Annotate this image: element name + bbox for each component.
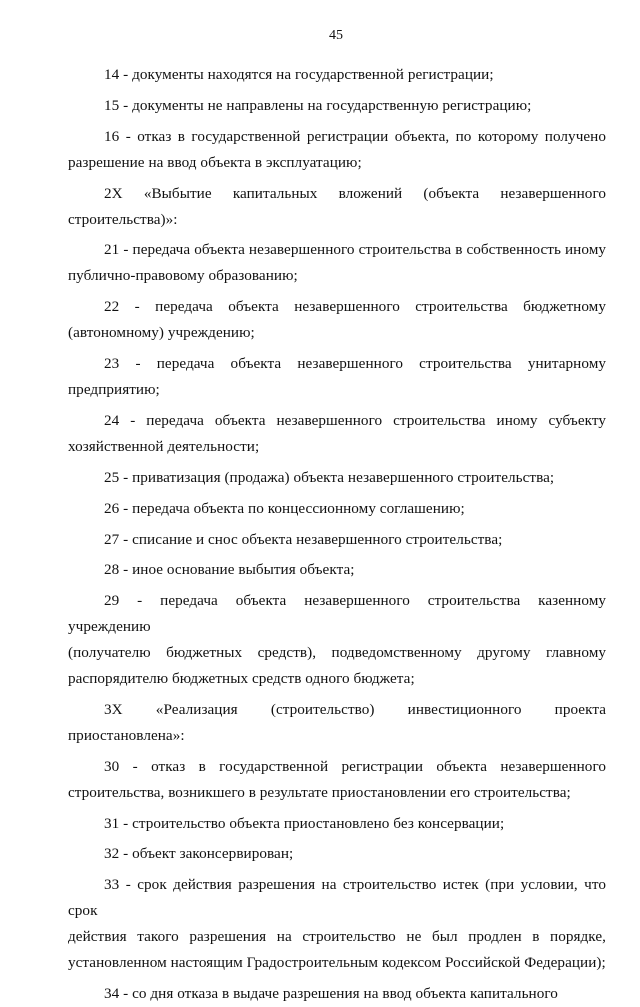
paragraph-line-first: 24 - передача объекта незавершенного строительства иному субъекту [104, 411, 606, 429]
paragraph-line-first: 3Х «Реализация (строительство) инвестиционного проекта приостановлена»: [68, 700, 606, 744]
paragraph-line-first: 23 - передача объекта незавершенного строительства унитарному [104, 355, 606, 373]
paragraph-line-first: 34 - со дня отказа в выдаче разрешения на ввод объекта капитального [104, 985, 558, 1002]
paragraph-p30 [68, 754, 606, 806]
paragraph-line-first: 29 - передача объекта незавершенного строительства казенному учреждению [68, 592, 606, 636]
paragraph-line-first: 14 - документы находятся на государственной регистрации; [104, 66, 494, 83]
paragraph-line-rest: строительства)»: [68, 210, 178, 228]
paragraph-line-rest: публично-правовому образованию; [68, 267, 298, 285]
paragraph-p3x [68, 697, 606, 749]
paragraph-p14 [68, 62, 606, 88]
paragraph-p28 [68, 557, 606, 583]
paragraph-line-rest: хозяйственной деятельности; [68, 437, 260, 455]
paragraph-line-first: 16 - отказ в государственной регистрации объекта, по которому получено [104, 127, 606, 145]
paragraph-line-first: 27 - списание и снос объекта незавершенного строительства; [104, 530, 503, 548]
paragraph-line-first: 30 - отказ в государственной регистрации объекта незавершенного [104, 757, 606, 775]
paragraph-line-first: 2Х «Выбытие капитальных вложений (объекта незавершенного [104, 184, 606, 202]
paragraph-line-middle: действия такого разрешения на строительство не был продлен в порядке, [68, 928, 606, 946]
paragraph-p27 [68, 527, 606, 553]
paragraph-line-first: 25 - приватизация (продажа) объекта незавершенного строительства; [104, 468, 555, 486]
paragraph-line-first: 33 - срок действия разрешения на строительство истек (при условии, что срок [68, 876, 606, 920]
paragraph-line-rest: (автономному) учреждению; [68, 324, 255, 342]
paragraph-line-first: 15 - документы не направлены на государственную регистрацию; [104, 96, 532, 114]
paragraph-p31 [68, 811, 606, 837]
paragraph-p21 [68, 237, 606, 289]
paragraph-p23 [68, 351, 606, 403]
paragraph-p16 [68, 124, 606, 176]
page-number: 45 [329, 28, 343, 43]
paragraph-line-first: 26 - передача объекта по концессионному соглашению; [104, 499, 465, 517]
paragraph-p2x [68, 181, 606, 233]
paragraph-line-first: 31 - строительство объекта приостановлено без консервации; [104, 814, 505, 832]
paragraph-p15 [68, 93, 606, 119]
paragraph-p29 [68, 588, 606, 692]
paragraph-p26 [68, 496, 606, 522]
paragraph-line-first: 22 - передача объекта незавершенного строительства бюджетному [104, 298, 606, 316]
paragraph-p32 [68, 841, 606, 867]
paragraph-line-first: 32 - объект законсервирован; [104, 845, 294, 863]
paragraph-line-rest: распорядителю бюджетных средств одного бюджета; [68, 670, 415, 688]
paragraph-p24 [68, 408, 606, 460]
paragraph-line-first: 21 - передача объекта незавершенного строительства в собственность иному [104, 241, 606, 259]
paragraph-p34 [68, 981, 606, 1007]
paragraph-p33 [68, 872, 606, 976]
document-body [68, 62, 606, 1007]
paragraph-line-rest: предприятию; [68, 380, 160, 398]
paragraph-line-rest: установленном настоящим Градостроительным кодексом Российской Федерации); [68, 954, 606, 972]
paragraph-p22 [68, 294, 606, 346]
paragraph-line-rest: строительства, возникшего в результате приостановлении его строительства; [68, 783, 571, 801]
paragraph-line-rest: разрешение на ввод объекта в эксплуатацию; [68, 153, 362, 171]
paragraph-p25 [68, 465, 606, 491]
paragraph-line-middle: (получателю бюджетных средств), подведомственному другому главному [68, 644, 606, 662]
paragraph-line-first: 28 - иное основание выбытия объекта; [104, 561, 355, 579]
